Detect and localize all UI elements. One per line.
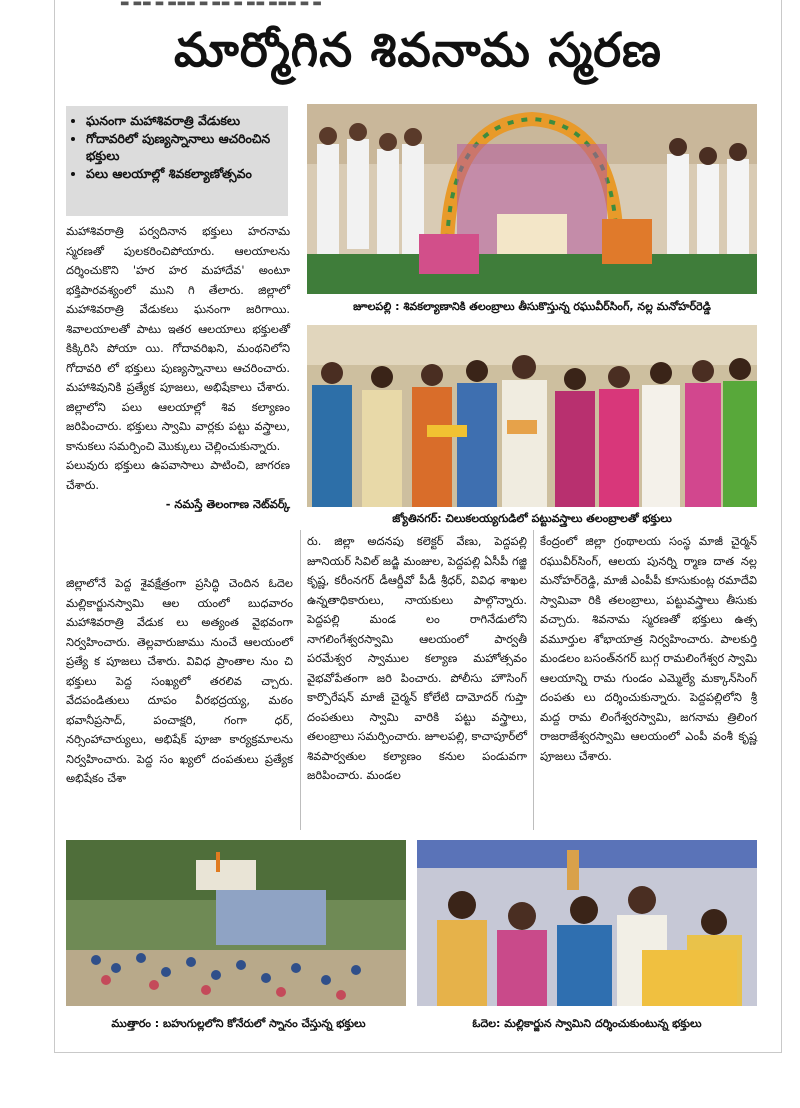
- intro-paragraph: పలువురు భక్తులు ఉపవాసాలు పాటించి, జాగరణ చేశారు.: [66, 458, 290, 492]
- clipped-previous-line: ▬ ▬▬ ▬ ▬▬▬ ▬ ▬▬ ▬ ▬▬ ▬▬▬ ▬ ▬: [120, 0, 322, 7]
- photo-caption: జ్యోతినగర్: చిలుకలయ్యగుడిలో పట్టువస్త్రాలు తలంబ్రాలతో భక్తులు: [392, 512, 672, 525]
- photo-jyothinagar-devotees: [307, 325, 757, 507]
- body-column-2: రు. జిల్లా అదనపు కలెక్టర్ వేణు, పెద్దపల్లి జూనియర్ సివిల్ జడ్జి మంజుల, పెద్దపల్లి ఏసీపీ గజ్జి కృష్ణ, కరీంనగర్ డీఆర్డీవో పీడీ శ్రీధర్, వివిధ శాఖల ఉన్నతాధికారులు, నాయకులు పాల్గొన్నారు. పెద్దపల్లి మండ లం రాగినేడులోని నాగలింగేశ్వరస్వామి ఆలయంలో పార్వతీ పరమేశ్వర స్వాముల కల్యాణ మహోత్సవం వైభవోపేతంగా జరి పించారు. పోలీసు హౌసింగ్ కార్పొరేషన్ మాజీ చైర్మన్ కోలేటి దామోదర్ గుప్తా దంపతులు స్వామి వారికి పట్టు వస్త్రాలు, తలంబ్రాలు సమర్పించారు. జూలపల్లి, కాచాపూర్‌లో శివపార్వతుల కల్యాణం కనుల పండువగా జరిపించారు. మండల: [307, 534, 527, 782]
- highlight-item: • ఘనంగా మహాశివరాత్రి వేడుకలు: [86, 112, 284, 129]
- photo-caption: ఓదెల: మల్లికార్జున స్వామిని దర్శించుకుంటున్న భక్తులు: [472, 1017, 702, 1030]
- body-column-3: కేంద్రంలో జిల్లా గ్రంథాలయ సంస్థ మాజీ చైర్మన్ రఘువీర్‌సింగ్, ఆలయ పునర్ని ర్మాణ దాత నల్ల మనోహర్‌రెడ్డి, మాజీ ఎంపీపీ కూసుకుంట్ల రమాదేవి స్వామివా రికి తలంబ్రాలు, పట్టువస్త్రాలు తీసుకు వచ్చారు. శివనామ స్మరణతో భక్తులు ఉత్స వమూర్తుల శోభాయాత్ర నిర్వహించారు. పాలకుర్తి మండలం బసంత్‌నగర్ బుగ్గ రామలింగేశ్వర స్వామి ఆలయాన్ని రామ గుండం ఎమ్మెల్యే మక్కాన్‌సింగ్ దంపతు లు దర్శించుకున్నారు. పెద్దపల్లిలోని శ్రీ మద్ద రామ లింగేశ్వరస్వామి, జగనామ త్రిలింగ రాజరాజేశ్వరస్వామి ఆలయంలో ఎంపీ వంశీ కృష్ణ పూజలు చేశారు.: [540, 534, 757, 763]
- photo-julapalli-kalyanam: [307, 104, 757, 294]
- photo-odela-darshan: [417, 840, 757, 1006]
- photo-caption: జూలపల్లి : శివకల్యాణానికి తలంబ్రాలు తీసుకొస్తున్న రఘువీర్‌సింగ్, నల్ల మనోహర్‌రెడ్డి: [353, 300, 711, 313]
- photo-caption: ముత్తారం : బహుగుల్లలోని కోనేరులో స్నానం చేస్తున్న భక్తులు: [111, 1017, 366, 1030]
- body-column-1: జిల్లాలోనే పెద్ద శైవక్షేత్రంగా ప్రసిద్ధి చెందిన ఓదెల మల్లికార్జునస్వామి ఆల యంలో బుధవారం మహాశివరాత్రి వేడుక లు అత్యంత వైభవంగా నిర్వహించారు. తెల్లవారుజాము నుంచే ఆలయంలో ప్రత్యే క పూజలు చేశారు. వివిధ ప్రాంతాల నుం చి భక్తులు పెద్ద సంఖ్యలో తరలివ చ్చారు. వేదపండితులు దూపం వీరభద్రయ్య, మఠం భవానీప్రసాద్, పంచాక్షరి, గంగా ధర్, నర్సింహాచార్యులు, అభిషేక్ పూజా కార్యక్రమాలను నిర్వహించారు. పెద్ద సం ఖ్యలో దంపతులు ప్రత్యేక అభిషేకం చేశా: [66, 576, 293, 785]
- highlights-box: [66, 106, 288, 216]
- intro-column: [66, 222, 290, 515]
- column-rule: [300, 530, 301, 830]
- highlight-item: • పలు ఆలయాల్లో శివకల్యాణోత్సవం: [86, 165, 284, 182]
- photo-mutharam-bathing: [66, 840, 406, 1006]
- highlight-item: • గోదావరిలో పుణ్యస్నానాలు ఆచరించిన భక్తులు: [86, 130, 284, 164]
- column-rule: [533, 530, 534, 830]
- intro-paragraph: మహాశివరాత్రి పర్వదినాన భక్తులు హరనామ స్మరణతో పులకరించిపోయారు. ఆలయాలను దర్శించుకొని 'హర హర మహాదేవ' అంటూ భక్తిపారవశ్యంలో ముని గి తేలారు. జిల్లాలో మహాశివరాత్రి వేడుకలు ఘనంగా జరిగాయి. శివాలయాలతో పాటు ఇతర ఆలయాలు భక్తులతో కిక్కిరిసి పోయా యి. గోదావరిఖని, మంథనిలోని గోదావరి లో భక్తులు పుణ్యస్నానాలు ఆచరించారు. మహాశివునికి ప్రత్యేక పూజలు, అభిషేకాలు చేశారు. జిల్లాలోని పలు ఆలయాల్లో శివ కల్యాణం జరిపించారు. భక్తులు స్వామి వార్లకు పట్టు వస్త్రాలు, కానుకలు సమర్పించి మొక్కులు చెల్లించుకున్నారు.: [66, 224, 290, 453]
- headline: మార్మోగిన శివనామ స్మరణ: [174, 23, 662, 78]
- byline: - నమస్తే తెలంగాణ నెట్‌వర్క్: [165, 497, 290, 511]
